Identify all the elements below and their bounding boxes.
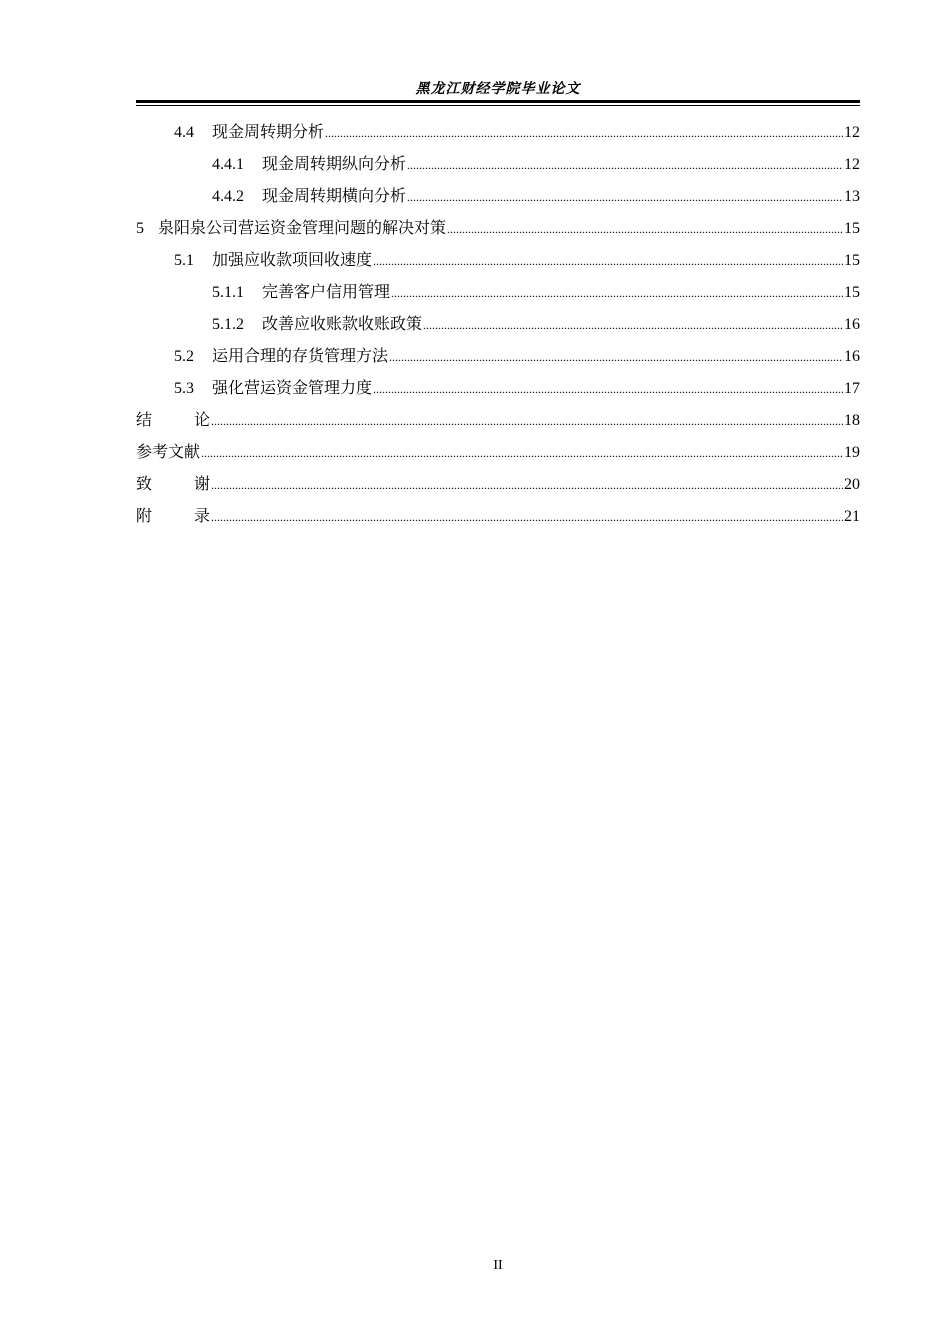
toc-entry-appendix[interactable] [136, 500, 860, 532]
toc-leader-dots [407, 181, 843, 213]
toc-entry-page: 18 [844, 412, 860, 429]
toc-entry-references[interactable] [136, 436, 860, 468]
toc-entry-page: 20 [844, 476, 860, 493]
toc-entry-page: 12 [844, 124, 860, 141]
page-header-title: 黑龙江财经学院毕业论文 [415, 81, 581, 97]
toc-entry-acknowledgements[interactable] [136, 468, 860, 500]
toc-entry-page: 12 [844, 156, 860, 173]
page-number: II [493, 1258, 503, 1273]
toc-entry-page: 19 [844, 444, 860, 461]
toc-entry-number: 5.3 [174, 380, 194, 397]
toc-leader-dots [201, 437, 843, 469]
toc-entry[interactable] [136, 244, 860, 276]
toc-leader-dots [373, 373, 843, 405]
toc-entry[interactable] [136, 212, 860, 244]
toc-entry-title: 改善应收账款收账政策 [262, 314, 423, 333]
toc-entry-title: 参考文献 [136, 442, 201, 461]
toc-entry-title: 加强应收款项回收速度 [212, 250, 373, 269]
toc-leader-dots [447, 213, 843, 245]
toc-leader-dots [211, 501, 843, 533]
toc-entry-page: 16 [844, 316, 860, 333]
toc-leader-dots [211, 469, 843, 501]
toc-leader-dots [407, 149, 843, 181]
toc-leader-dots [325, 117, 843, 149]
toc-entry-page: 16 [844, 348, 860, 365]
toc-entry-page: 15 [844, 252, 860, 269]
toc-entry-title: 完善客户信用管理 [262, 282, 391, 301]
toc-entry-page: 15 [844, 220, 860, 237]
toc-entry-title: 致 谢 [136, 474, 211, 493]
toc-entry-page: 13 [844, 188, 860, 205]
toc-entry-page: 17 [844, 380, 860, 397]
toc-entry-number: 5.1.1 [212, 284, 244, 301]
toc-entry-number: 4.4.2 [212, 188, 244, 205]
toc-leader-dots [373, 245, 843, 277]
toc-entry-number: 5.1 [174, 252, 194, 269]
toc-entry-title: 泉阳泉公司营运资金管理问题的解决对策 [158, 218, 447, 237]
toc-entry-page: 15 [844, 284, 860, 301]
toc-leader-dots [391, 277, 843, 309]
toc-entry-title: 附 录 [136, 506, 211, 525]
toc-entry-number: 4.4.1 [212, 156, 244, 173]
toc-entry-title: 强化营运资金管理力度 [212, 378, 373, 397]
toc-entry[interactable] [136, 180, 860, 212]
toc-entry-number: 5.2 [174, 348, 194, 365]
header-rule-thin [136, 105, 860, 106]
toc-entry[interactable] [136, 308, 860, 340]
toc-entry-title: 现金周转期横向分析 [262, 186, 407, 205]
toc-entry-title: 现金周转期纵向分析 [262, 154, 407, 173]
toc-leader-dots [423, 309, 843, 341]
toc-entry[interactable] [136, 116, 860, 148]
table-of-contents [136, 116, 860, 532]
toc-leader-dots [211, 405, 843, 437]
header-rule-thick [136, 100, 860, 103]
toc-entry[interactable] [136, 340, 860, 372]
toc-entry-title: 结 论 [136, 410, 211, 429]
toc-entry-page: 21 [844, 508, 860, 525]
toc-entry-number: 5.1.2 [212, 316, 244, 333]
toc-entry-title: 现金周转期分析 [212, 122, 325, 141]
toc-entry-number: 5 [136, 220, 144, 237]
toc-entry[interactable] [136, 148, 860, 180]
toc-entry-title: 运用合理的存货管理方法 [212, 346, 389, 365]
toc-leader-dots [389, 341, 843, 373]
toc-entry-number: 4.4 [174, 124, 194, 141]
toc-entry[interactable] [136, 276, 860, 308]
toc-entry[interactable] [136, 372, 860, 404]
toc-entry-conclusion[interactable] [136, 404, 860, 436]
